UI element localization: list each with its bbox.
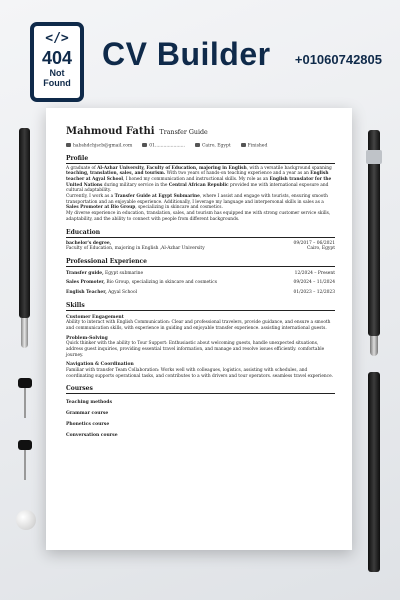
pen-tip-right-icon [370, 336, 378, 356]
white-ball-icon [16, 510, 36, 530]
phone-text: 01..................... [149, 143, 185, 149]
contact-row [66, 143, 335, 149]
experience-heading: Professional Experience [66, 258, 335, 267]
brand-title: CV Builder [102, 36, 271, 72]
courses-heading: Courses [66, 385, 335, 394]
location-text: Cairo, Egypt [201, 143, 231, 149]
logo-sub-2: Found [43, 78, 71, 88]
status-text: Finished [247, 143, 268, 149]
skill-heading: Navigation & Coordination [66, 362, 134, 368]
profile-paragraph-1: A graduate of Al-Azhar University, Faculty of Education, majoring in English, with a versatile background spanning teaching, translation, sales, and tourism. With two years of hands-on teaching experience and a year as an English teacher at Agyal School, I honed my communication and instructional skills. My role as an English translator for the United Nations during military service in the Central African Republic provided me with international exposure and cultural adaptability. [66, 165, 332, 194]
profile-paragraph-3: My diverse experience in education, translation, sales, and tourism has equipped me with strong customer service skills, adaptability, and the ability to connect with people from different backgrounds. [66, 211, 331, 222]
email-icon [66, 143, 71, 147]
education-heading: Education [66, 229, 335, 238]
brand-phone: +01060742805 [294, 52, 382, 67]
edu-degree: bachelor's degree, [66, 240, 112, 246]
course-item: Grammar course [66, 411, 109, 417]
pen-tip-left-icon [21, 318, 28, 348]
education-entry [66, 241, 335, 252]
cv-name: Mahmoud Fathi [66, 126, 155, 137]
pen-clip-right-icon [366, 150, 382, 164]
skill-heading: Problem-Solving [66, 335, 108, 341]
pencil-right-icon [368, 372, 380, 572]
cv-header [66, 126, 335, 137]
logo-sub-1: Not [49, 68, 65, 78]
contact-status [241, 143, 268, 149]
skill-text: Ability to interact with English Communication: Clear and professional travelers, provide guidance, and ensure a smooth and communication skills, with experience in guiding and enjoyable transfer experience. assisting international guests. [66, 320, 331, 331]
edu-dates: 09/2017 – 06/2021 [293, 240, 335, 246]
phone-icon [142, 143, 147, 147]
location-icon [195, 143, 200, 147]
logo-number: 404 [41, 48, 73, 68]
code-brackets-icon: </> [45, 31, 69, 46]
experience-item: English Teacher, Agyal School 01/2023 – 12/2023 [66, 289, 335, 295]
edu-faculty: Faculty of Education, majoring in English ,Al-Azhar University [66, 246, 205, 252]
skill-heading: Customer Engagement [66, 314, 124, 320]
404-not-found-logo [30, 22, 84, 102]
course-item: Conversation course [66, 433, 118, 439]
cv-role: Transfer Guide [159, 129, 208, 136]
experience-item: Transfer guide, Egypt submarine 12/2024 – Present [66, 270, 335, 276]
course-item: Phonetics course [66, 422, 110, 428]
contact-email [66, 143, 132, 149]
experience-item: Sales Promoter, Bio Group, specializing in skincare and cosmetics 09/2024 – 11/2024 [66, 280, 335, 286]
contact-location [195, 143, 231, 149]
contact-phone [142, 143, 185, 149]
course-item: Teaching methods [66, 400, 112, 406]
email-text: habshdchjscb@gmail.com [73, 143, 133, 149]
black-pen-left-icon [19, 128, 30, 318]
cv-document [46, 108, 352, 550]
status-icon [241, 143, 246, 147]
push-pin-icon [18, 378, 32, 418]
skill-text: Quick thinker with the ability to Tour Support: Enthusiastic about welcoming guests, handle unexpected situations, address guest inquiries, providing essential travel information, and manage and resolve issues efficiently. comfortable journey. [66, 341, 325, 358]
profile-heading: Profile [66, 155, 335, 164]
edu-location: Cairo, Egypt [307, 246, 335, 252]
push-pin-icon-2 [18, 440, 32, 480]
skill-text: Familiar with transfer Team Collaboration: Works well with colleagues, logistics, assisting with schedules, and coordinating supports operational tasks, and contributes to a with drivers and tour operators. seamless travel experience. [66, 367, 333, 379]
skills-heading: Skills [66, 302, 335, 311]
profile-paragraph-2: Currently, I work as a Transfer Guide at Egypt Submarine, where I assist and engage with tourists, ensuring smooth transportation and an enjoyable experience. Additionally, I leverage my language and interpersonal skills in sales as a Sales Promoter at Bio Group, specializing in skincare and cosmetics. [66, 194, 328, 211]
